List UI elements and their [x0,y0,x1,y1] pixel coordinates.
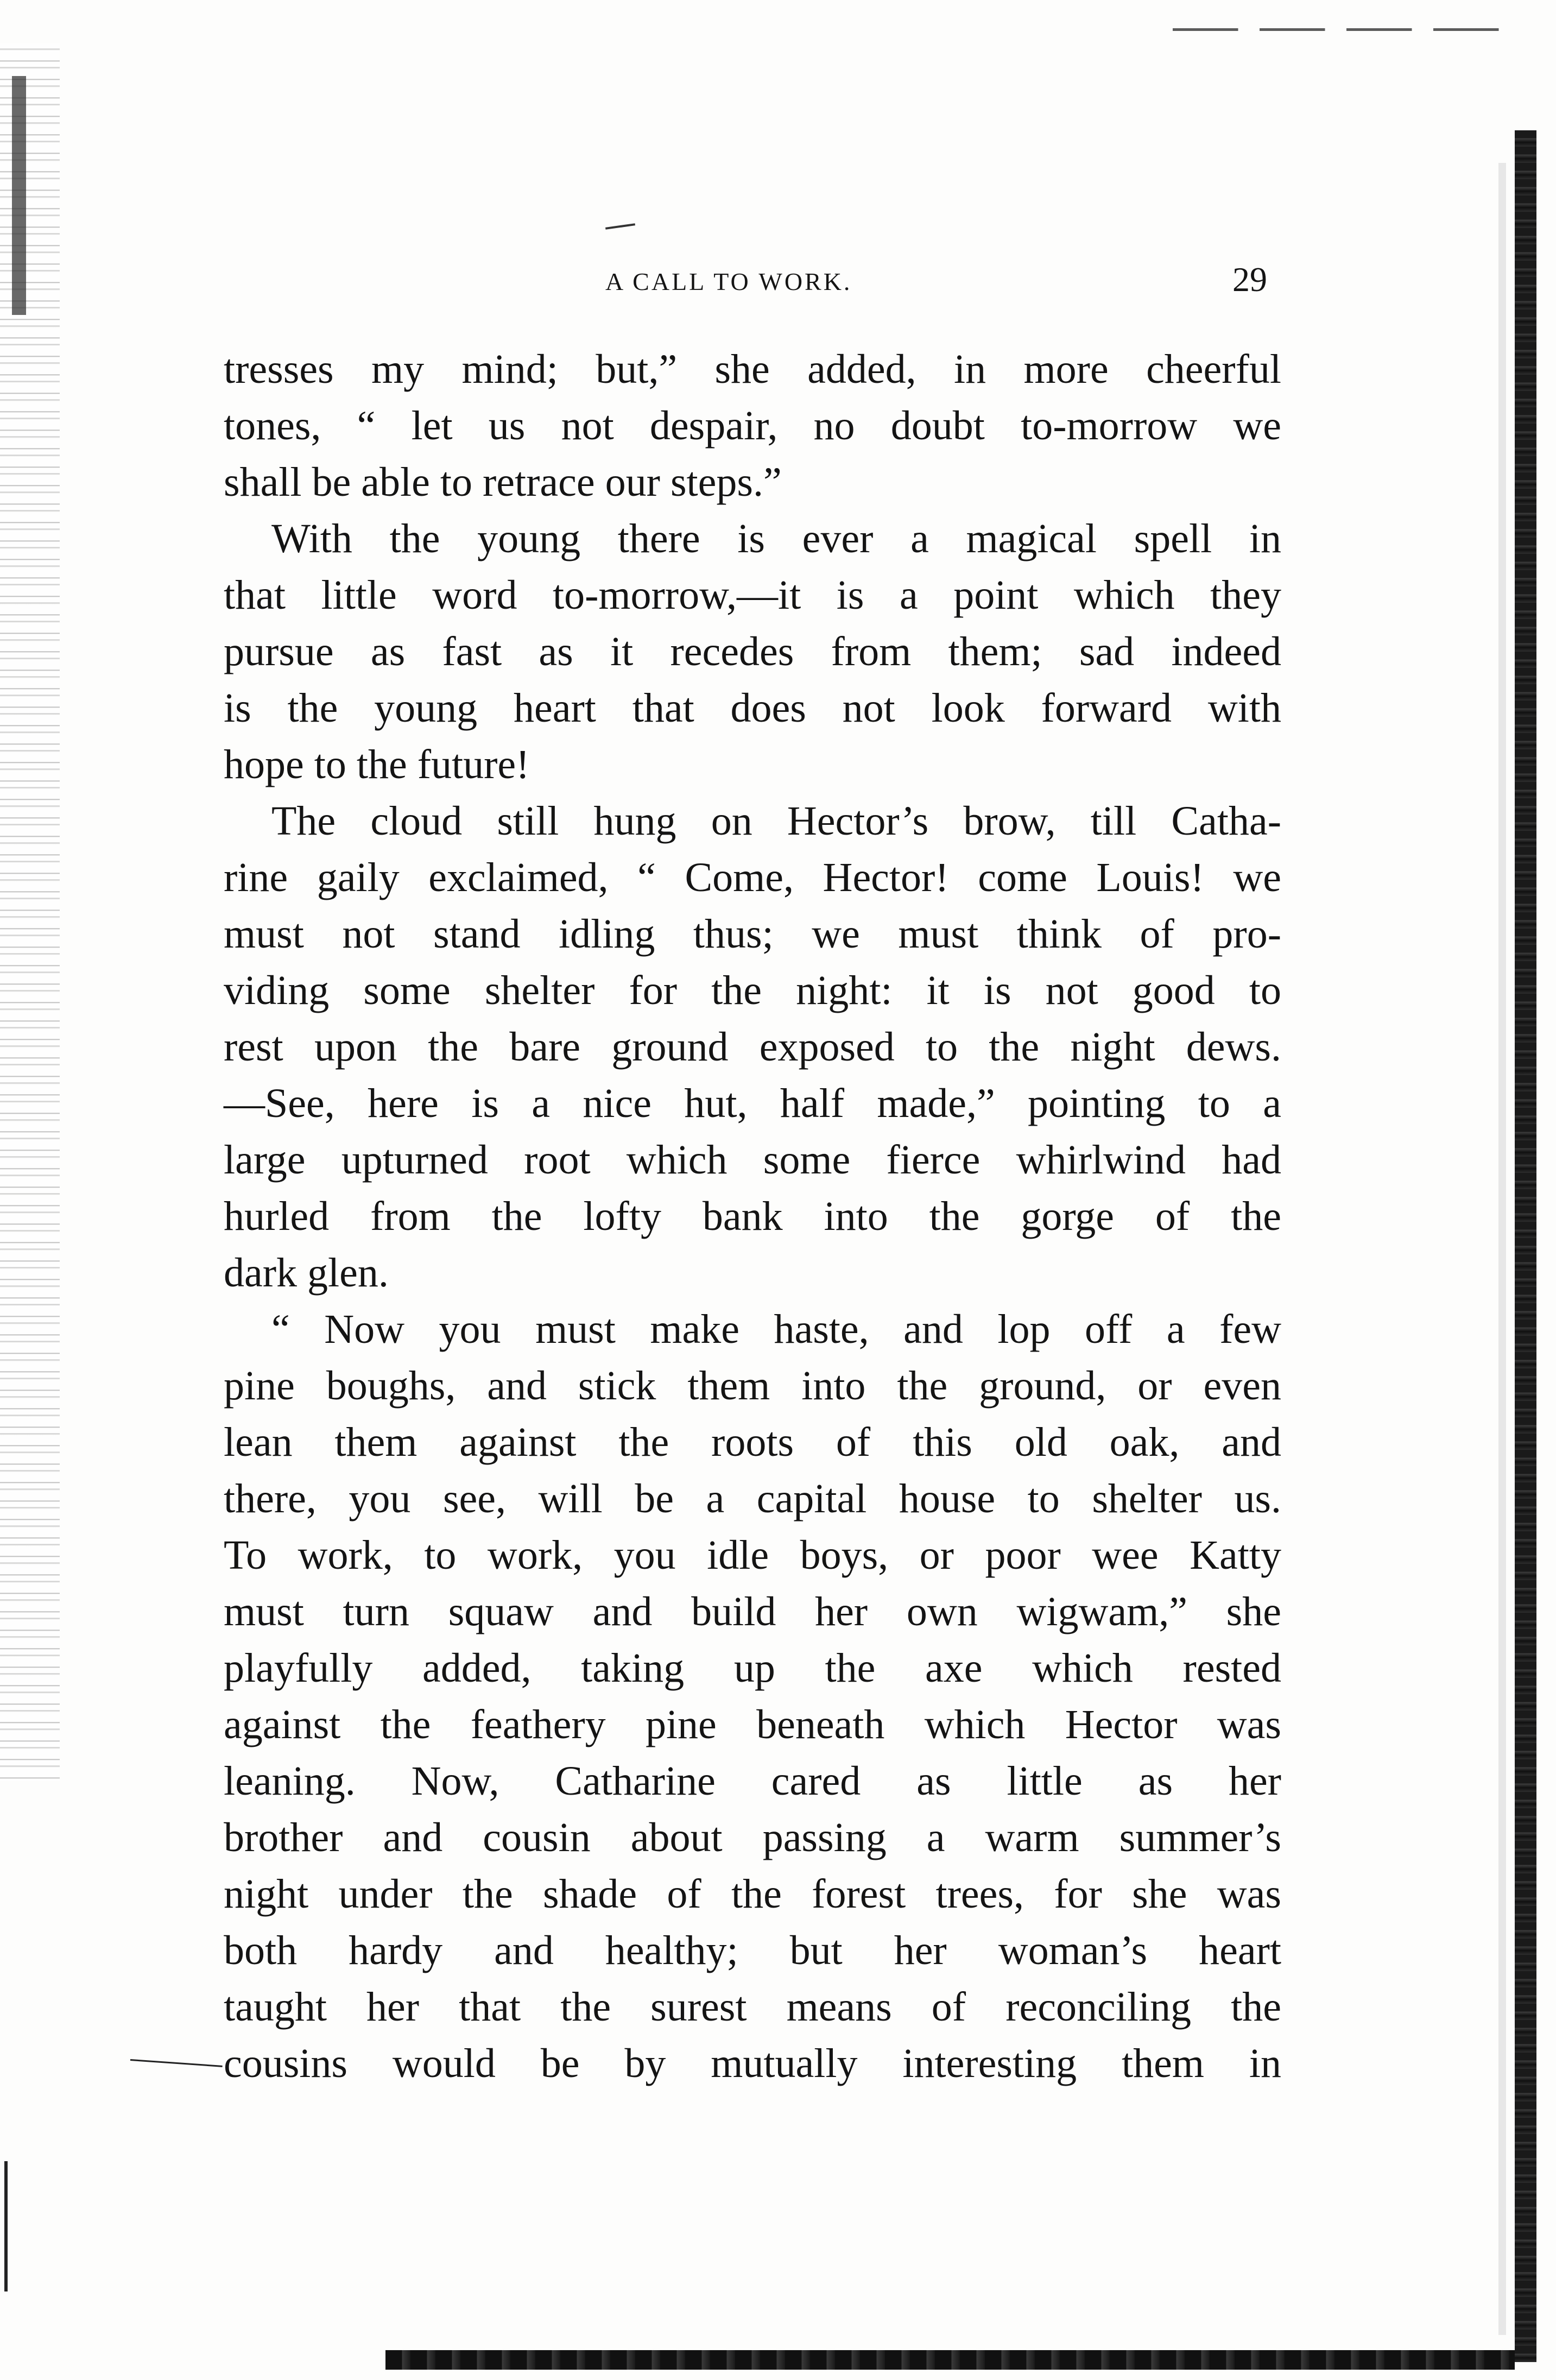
text-line: both hardy and healthy; but her woman’s heart [224,1928,1281,1973]
text-line: is the young heart that does not look forward with [224,685,1281,731]
running-head: A CALL TO WORK. [605,268,852,295]
body-text [224,341,1281,2092]
text-line: tresses my mind; but,” she added, in more cheerful [224,346,1281,392]
scan-top-dashes [1173,28,1520,31]
text-line: The cloud still hung on Hector’s brow, till Catha- [271,798,1281,844]
text-line: playfully added, taking up the axe which rested [224,1645,1281,1691]
binding-edge [1515,130,1536,2362]
text-line: “ Now you must make haste, and lop off a few [271,1306,1281,1352]
text-line: rine gaily exclaimed, “ Come, Hector! come Louis! we [224,855,1281,900]
scan-left-mark [4,2161,8,2291]
text-line: lean them against the roots of this old oak, and [224,1419,1281,1465]
scan-bottom-edge [385,2350,1515,2370]
text-line: —See, here is a nice hut, half made,” pointing to a [224,1081,1281,1126]
text-line: pine boughs, and stick them into the ground, or even [224,1363,1281,1409]
text-line: rest upon the bare ground exposed to the night dews. [224,1024,1281,1070]
page-header [0,260,1556,303]
text-line: that little word to-morrow,—it is a point which they [224,572,1281,618]
text-line: shall be able to retrace our steps.” [224,459,782,505]
text-line: cousins would be by mutually interesting them in [224,2041,1281,2086]
text-line: tones, “ let us not despair, no doubt to-morrow we [224,403,1281,449]
text-line: dark glen. [224,1250,389,1296]
margin-pen-stroke [130,2059,223,2067]
scan-edge-shadow [0,43,60,1781]
binding-shadow [1498,163,1506,2335]
text-line: there, you see, will be a capital house to shelter us. [224,1476,1281,1522]
text-line: taught her that the surest means of reconciling the [224,1984,1281,2030]
text-line: viding some shelter for the night: it is not good to [224,968,1281,1013]
text-line: night under the shade of the forest trees, for she was [224,1871,1281,1917]
text-line: must not stand idling thus; we must think of pro- [224,911,1281,957]
text-line: brother and cousin about passing a warm summer’s [224,1815,1281,1860]
text-line: pursue as fast as it recedes from them; sad indeed [224,629,1281,674]
text-line: To work, to work, you idle boys, or poor wee Katty [224,1532,1281,1578]
text-line: leaning. Now, Catharine cared as little as her [224,1758,1281,1804]
page-number: 29 [1232,260,1267,299]
pencil-tick-mark [605,223,635,230]
text-line: With the young there is ever a magical spell in [271,516,1281,561]
text-line: hurled from the lofty bank into the gorge of the [224,1194,1281,1239]
text-line: must turn squaw and build her own wigwam,” she [224,1589,1281,1634]
text-line: large upturned root which some fierce whirlwind had [224,1137,1281,1183]
text-line: against the feathery pine beneath which Hector was [224,1702,1281,1747]
text-line: hope to the future! [224,742,530,787]
